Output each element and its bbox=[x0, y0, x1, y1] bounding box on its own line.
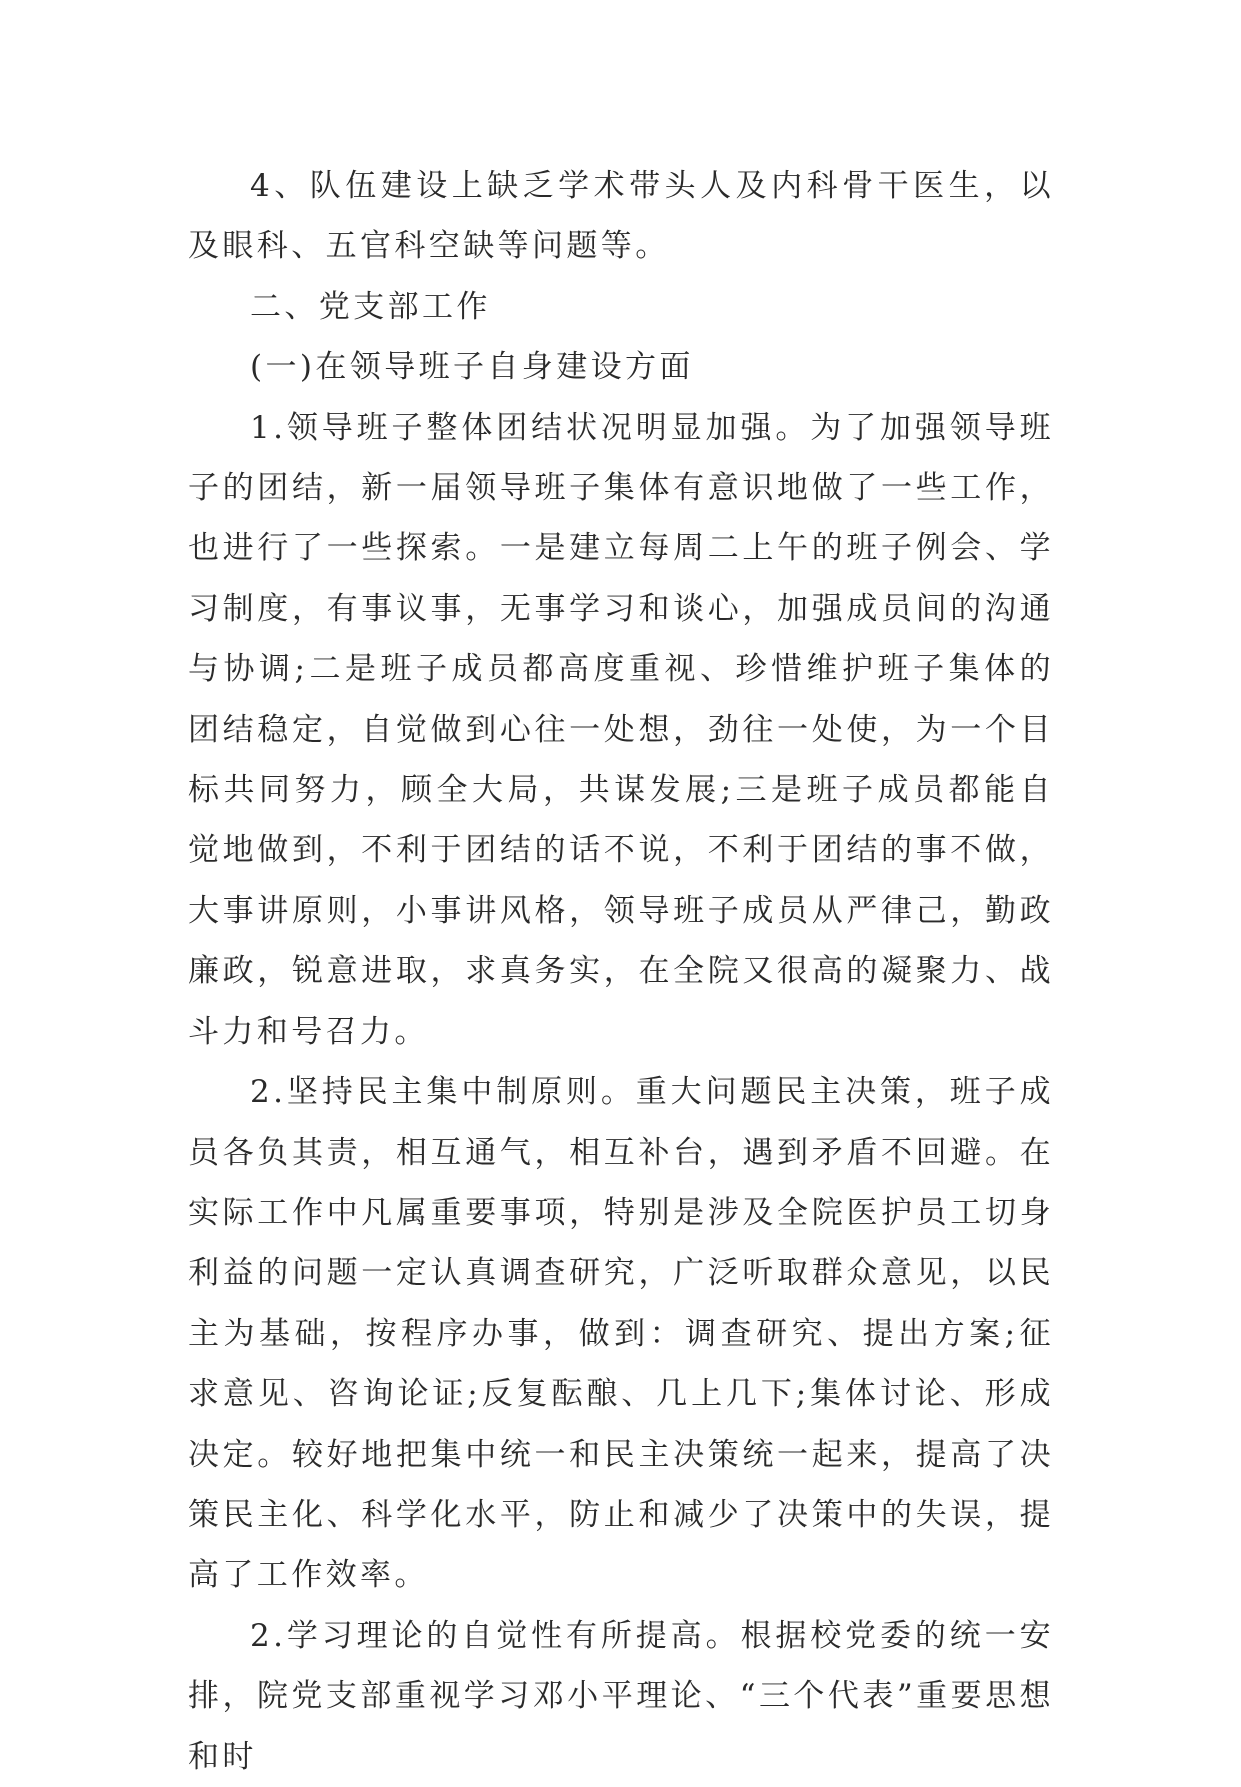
paragraph-theory-study: 2.学习理论的自觉性有所提高。根据校党委的统一安排，院党支部重视学习邓小平理论、“三个代表”重要思想和时 bbox=[188, 1617, 1054, 1775]
section-heading-party-branch: 二、党支部工作 bbox=[250, 288, 491, 325]
subsection-heading-leadership: (一)在领导班子自身建设方面 bbox=[250, 349, 694, 386]
paragraph-democratic-centralism: 2.坚持民主集中制原则。重大问题民主决策，班子成员各负其责，相互通气，相互补台，遇到矛盾不回避。在实际工作中凡属重要事项，特别是涉及全院医护员工切身利益的问题一定认真调查研究，广泛听取群众意见，以民主为基础，按程序办事，做到：调查研究、提出方案;征求意见、咨询论证;反复酝酿、几上几下;集体讨论、形成决定。较好地把集中统一和民主决策统一起来，提高了决策民主化、科学化水平，防止和减少了决策中的失误，提高了工作效率。 bbox=[188, 1074, 1054, 1594]
paragraph-team-building: 4、队伍建设上缺乏学术带头人及内科骨干医生，以及眼科、五官科空缺等问题等。 bbox=[188, 168, 1054, 265]
document-body bbox=[188, 156, 1054, 1787]
paragraph-leadership-unity: 1.领导班子整体团结状况明显加强。为了加强领导班子的团结，新一届领导班子集体有意识地做了一些工作，也进行了一些探索。一是建立每周二上午的班子例会、学习制度，有事议事，无事学习和谈心，加强成员间的沟通与协调;二是班子成员都高度重视、珍惜维护班子集体的团结稳定，自觉做到心往一处想，劲往一处使，为一个目标共同努力，顾全大局，共谋发展;三是班子成员都能自觉地做到，不利于团结的话不说，不利于团结的事不做，大事讲原则，小事讲风格，领导班子成员从严律己，勤政廉政，锐意进取，求真务实，在全院又很高的凝聚力、战斗力和号召力。 bbox=[188, 409, 1054, 1050]
